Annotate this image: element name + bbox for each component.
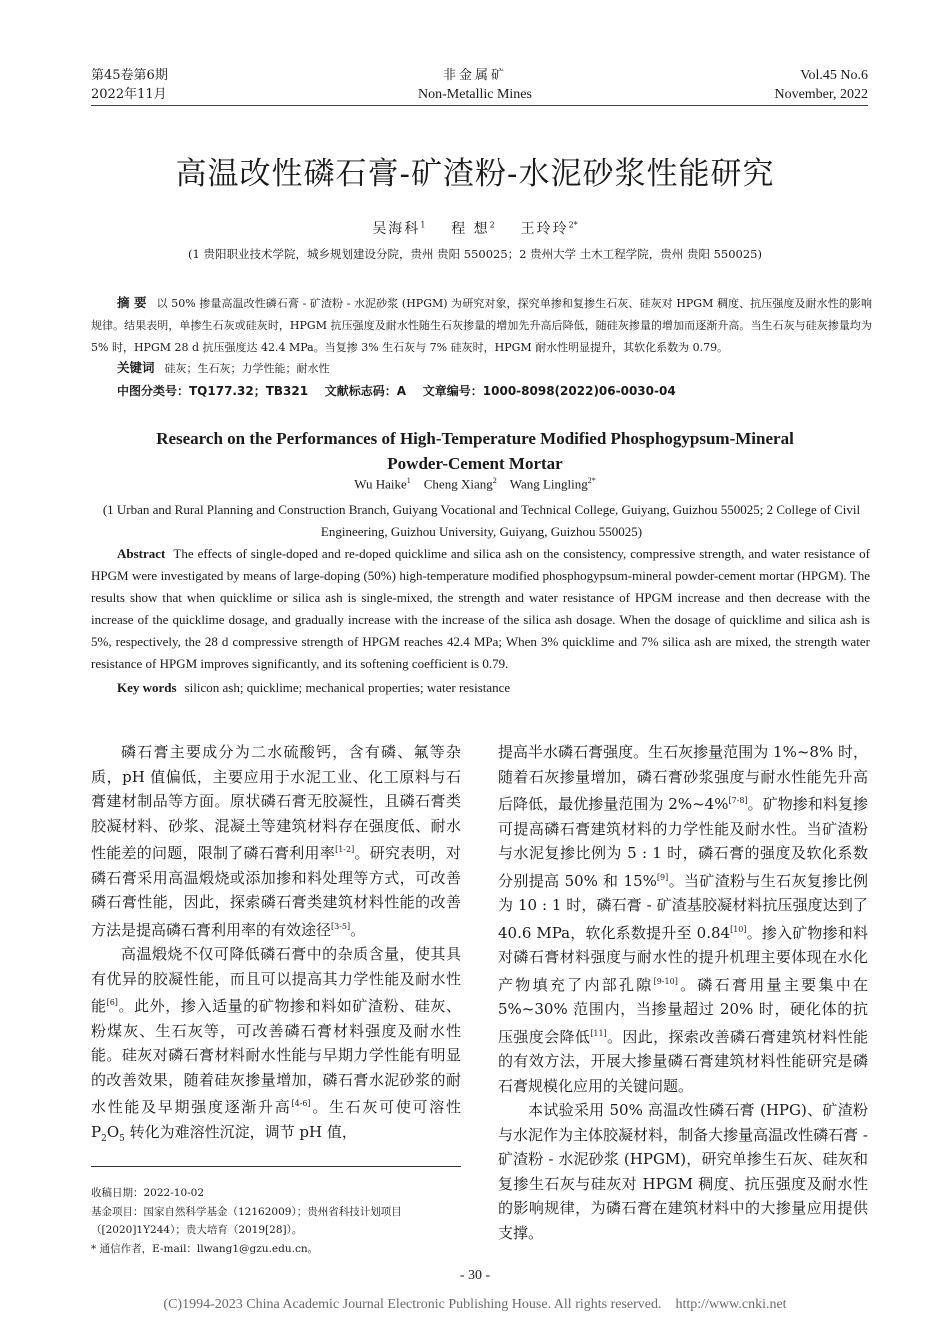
citation: [9-10] bbox=[653, 976, 678, 986]
journal-volume-en: Vol.45 No.6 bbox=[800, 68, 868, 83]
intro-paragraph-2-cont bbox=[498, 740, 868, 1098]
header-right bbox=[774, 66, 868, 104]
citation: [1-2] bbox=[335, 845, 355, 854]
affiliation-cn: (1 贵阳职业技术学院，城乡规划建设分院，贵州 贵阳 550025；2 贵州大学 土木工程学院，贵州 贵阳 550025) bbox=[188, 247, 762, 261]
journal-name-cn: 非金属矿 bbox=[442, 68, 507, 83]
paper-title-cn: 高温改性磷石膏-矿渣粉-水泥砂浆性能研究 bbox=[175, 156, 775, 192]
footnotes bbox=[91, 1184, 463, 1258]
author-en-2: Cheng Xiang bbox=[423, 476, 493, 492]
abstract-cn bbox=[91, 292, 872, 359]
paper-title-en-line2: Powder-Cement Mortar bbox=[387, 454, 563, 473]
authors-cn bbox=[0, 218, 950, 238]
author-en-1: Wu Haike bbox=[354, 476, 407, 492]
abstract-text-en: The effects of single-doped and re-doped quicklime and silica ash on the consistency, compressive strength, and water resistance of HPGM were investigated by means of large-doping (50%) high-temperature modified phosphogypsum-mineral powder-cement mortar (HPGM). The results show that when quicklime or silica ash is single-mixed, the strength and water resistance of HPGM increase and then decrease with the increase of the quicklime dosage, and gradually increase with the increase of the silica ash dosage. When the dosage of quicklime and silica ash is 5%, respectively, the 28 d compressive strength of HPGM reaches 42.4 MPa; When 3% quicklime and 7% silica ash are mixed, the strength water resistance of HPGM improves significantly, and its softening coefficient is 0.79. bbox=[91, 546, 870, 671]
author-en-3-affil: 2* bbox=[587, 476, 596, 485]
abstract-text-cn: 以 50% 掺量高温改性磷石膏 - 矿渣粉 - 水泥砂浆 (HPGM) 为研究对象，探究单掺和复掺生石灰、硅灰对 HPGM 稠度、抗压强度及耐水性的影响规律。结果表明，单掺生石灰或硅灰时，HPGM 抗压强度及耐水性随生石灰掺量的增加先升高后降低，随硅灰掺量的增加而逐渐升高。当生石灰与硅灰掺量均为 5% 时，HPGM 28 d 抗压强度达 42.4 MPa。当复掺 3% 生石灰与 7% 硅灰时，HPGM 耐水性明显提升，其软化系数为 0.79。 bbox=[91, 297, 872, 354]
journal-date-en: November, 2022 bbox=[774, 87, 868, 102]
abstract-label-en: Abstract bbox=[117, 546, 166, 561]
subscript: 2 bbox=[101, 1133, 107, 1144]
body-column-right bbox=[498, 740, 868, 1245]
classification-info: 中图分类号：TQ177.32；TB321 文献标志码：A 文章编号：1000-8098(2022)06-0030-04 bbox=[117, 384, 676, 398]
keywords-text-cn: 硅灰；生石灰；力学性能；耐水性 bbox=[164, 362, 330, 375]
journal-date-cn: 2022年11月 bbox=[91, 87, 167, 102]
footnote-received: 收稿日期：2022-10-02 bbox=[91, 1187, 205, 1199]
abstract-en bbox=[91, 543, 870, 675]
abstract-label-cn: 摘 要 bbox=[117, 295, 147, 310]
affiliation-en bbox=[91, 499, 872, 543]
affiliation-en-line1: (1 Urban and Rural Planning and Construction Branch, Guiyang Vocational and Technical College, Guiyang, Guizhou 550025; 2 College of Civil bbox=[102, 502, 861, 517]
author-en-3: Wang Lingling bbox=[509, 476, 588, 492]
footnote-correspondence: * 通信作者，E-mail：llwang1@gzu.edu.cn。 bbox=[91, 1242, 319, 1255]
citation: [11] bbox=[590, 1028, 607, 1038]
keywords-en bbox=[117, 678, 510, 698]
author-1: 吴海科 bbox=[372, 221, 421, 237]
author-en-1-affil: 1 bbox=[406, 476, 411, 485]
keywords-text-en: silicon ash; quicklime; mechanical properties; water resistance bbox=[184, 680, 511, 695]
journal-name-en: Non-Metallic Mines bbox=[418, 87, 532, 102]
author-1-affil: 1 bbox=[420, 220, 426, 230]
authors-en bbox=[0, 476, 950, 492]
keywords-cn bbox=[117, 358, 330, 379]
text-run: 。因此，探索改善磷石膏建筑材料性能的有效方法，开展大掺量磷石膏建筑材料性能研究是磷石膏规模化应用的关键问题。 bbox=[498, 1027, 868, 1095]
text-run: 。磷石膏用量主要集中在 5%~30% 范围内，当掺量超过 20% 时，硬化体的抗压强度会降低 bbox=[498, 975, 868, 1046]
paper-title-en bbox=[0, 426, 950, 476]
intro-paragraph-3: 本试验采用 50% 高温改性磷石膏 (HPG)、矿渣粉与水泥作为主体胶凝材料，制备大掺量高温改性磷石膏 - 矿渣粉 - 水泥砂浆 (HPGM)，研究单掺生石灰、硅灰和复掺生石灰与硅灰对 HPGM 稠度、抗压强度及耐水性的影响规律，为磷石膏在建筑材料中的大掺量应用提供支撑。 bbox=[498, 1101, 868, 1242]
author-3-affil: 2* bbox=[568, 220, 578, 230]
author-3: 王玲玲 bbox=[520, 221, 569, 237]
text-run: O bbox=[106, 1122, 120, 1141]
text-run: 磷石膏主要成分为二水硫酸钙，含有磷、氟等杂质，pH 值偏低，主要应用于水泥工业、化工原料与石膏建材制品等方面。原状磷石膏无胶凝性，且磷石膏类胶凝材料、砂浆、混凝土等建筑材料存在强度低、耐水性能差的问题，限制了磷石膏利用率 bbox=[91, 743, 461, 862]
keywords-label-cn: 关键词 bbox=[117, 360, 155, 375]
text-run: 。此外，掺入适量的矿物掺和料如矿渣粉、硅灰、粉煤灰、生石灰等，可改善磷石膏材料强度及耐水性能。硅灰对磷石膏材料耐水性能与早期力学性能有明显的改善效果，随着硅灰掺量增加，磷石膏水泥砂浆的耐水性能及早期强度逐渐升高 bbox=[91, 997, 461, 1116]
text-run: 转化为难溶性沉淀，调节 pH 值， bbox=[124, 1122, 357, 1141]
citation: [6] bbox=[106, 998, 118, 1007]
text-run: 提高半水磷石膏强度。生石灰掺量范围为 1%~8% 时，随着石灰掺量增加，磷石膏砂浆强度与耐水性能先升高后降低，最优掺量范围为 2%~4% bbox=[498, 743, 868, 813]
text-run: 。研究表明，对磷石膏采用高温煅烧或添加掺和料处理等方式，可改善磷石膏性能，因此，探索磷石膏类建筑材料性能的改善方法是提高磷石膏利用率的有效途径 bbox=[91, 844, 461, 939]
text-run: 高温煅烧不仅可降低磷石膏中的杂质含量，使其具有优异的胶凝性能，而且可以提高其力学性能及耐水性能 bbox=[91, 945, 461, 1015]
footnote-divider bbox=[91, 1166, 461, 1167]
author-2: 程 想 bbox=[451, 221, 490, 237]
citation: [10] bbox=[730, 924, 747, 934]
author-2-affil: 2 bbox=[489, 220, 495, 230]
footnote-fund: 基金项目：国家自然科学基金（12162009）；贵州省科技计划项目（[2020]1Y244）；贵大培育（2019[28]）。 bbox=[91, 1205, 402, 1236]
text-run: 。生石灰可使可溶性 P bbox=[91, 1098, 461, 1141]
subscript: 5 bbox=[119, 1133, 125, 1144]
citation: [4-6] bbox=[291, 1099, 311, 1108]
citation: [3-5] bbox=[331, 921, 351, 931]
affiliation-en-line2: Engineering, Guizhou University, Guiyang, Guizhou 550025) bbox=[320, 524, 643, 539]
intro-paragraph-2 bbox=[91, 942, 461, 1151]
keywords-label-en: Key words bbox=[117, 680, 177, 695]
intro-paragraph-1 bbox=[91, 740, 461, 942]
citation: [9] bbox=[656, 872, 669, 882]
page-number: - 30 - bbox=[459, 1268, 491, 1283]
copyright-line: (C)1994-2023 China Academic Journal Electronic Publishing House. All rights reserved. http://www.cnki.net bbox=[163, 1297, 787, 1312]
header-divider bbox=[91, 105, 868, 106]
text-run: 。掺入矿物掺和料对磷石膏材料强度与耐水性的提升机理主要体现在水化产物填充了内部孔隙 bbox=[498, 923, 868, 994]
paper-title-en-line1: Research on the Performances of High-Temperature Modified Phosphogypsum-Mineral bbox=[156, 429, 794, 448]
text-run: 。 bbox=[350, 920, 366, 939]
body-column-left bbox=[91, 740, 461, 1151]
journal-volume-cn: 第45卷第6期 bbox=[91, 68, 168, 83]
text-run: 。当矿渣粉与生石灰复掺比例为 10 : 1 时，磷石膏 - 矿渣基胶凝材料抗压强度达到了 40.6 MPa，软化系数提升至 0.84 bbox=[498, 871, 868, 942]
citation: [7-8] bbox=[728, 796, 748, 805]
author-en-2-affil: 2 bbox=[492, 476, 497, 485]
text-run: 。矿物掺和料复掺可提高磷石膏建筑材料的力学性能及耐水性。当矿渣粉与水泥复掺比例为 5 : 1 时，磷石膏的强度及软化系数分别提高 50% 和 15% bbox=[498, 795, 868, 890]
